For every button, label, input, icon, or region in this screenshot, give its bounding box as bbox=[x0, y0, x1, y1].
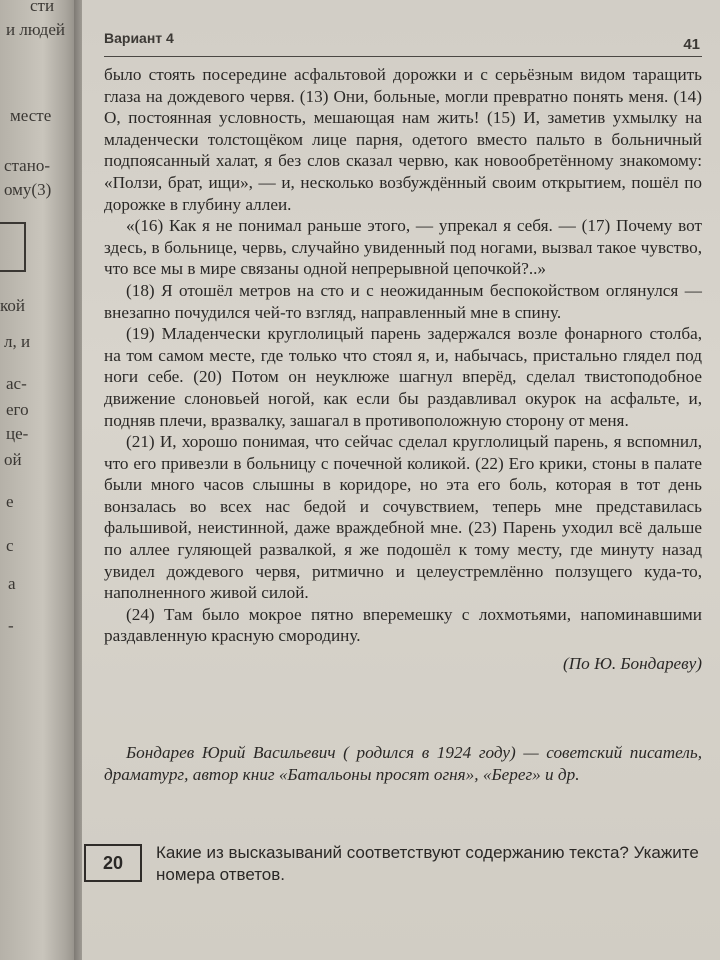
left-page-fragment: и людей bbox=[6, 20, 65, 39]
paragraph: было стоять посередине асфальтовой дорожки и с серьёзным видом таращить глаза на дождевого червя. (13) Они, больные, могли превратно понять меня. (14) О, постоянная условность, мешающая нам жить! (15) И, заметив ухмылку на младенчески толстощёком лице парня, одетого вместо пальто в больничный подпоясанный халат, я без слов сказал червю, как новообретённому знакомому: «Ползи, брат, ищи», — и, несколько возбуждённый своим открытием, пошёл по дорожке в глубину аллеи. bbox=[104, 65, 702, 214]
author-bio bbox=[104, 742, 702, 786]
left-page-box bbox=[0, 222, 26, 272]
page-header bbox=[104, 30, 702, 57]
bio-text: Бондарев Юрий Васильевич ( родился в 1924 году) — советский писатель, драматург, автор книг «Батальоны просят огня», «Берег» и др. bbox=[104, 743, 702, 784]
left-page-fragment: а bbox=[8, 574, 16, 593]
left-page-fragment: стано- bbox=[4, 156, 50, 175]
left-page-fragment: месте bbox=[10, 106, 52, 125]
left-page-edge bbox=[0, 0, 78, 960]
left-page-fragment: ас- bbox=[6, 374, 27, 393]
page-number: 41 bbox=[683, 36, 700, 53]
story-text bbox=[104, 64, 702, 675]
source-attribution: (По Ю. Бондареву) bbox=[563, 654, 702, 674]
paragraph: (18) Я отошёл метров на сто и с неожиданным беспокойством оглянулся — внезапно почудился чей-то взгляд, направленный мне в спину. bbox=[104, 280, 702, 322]
left-page-fragment: ому(3) bbox=[4, 180, 52, 199]
left-page-fragment: кой bbox=[0, 296, 25, 315]
task-question: Какие из высказываний соответствуют содержанию текста? Укажите номера ответов. bbox=[156, 843, 699, 884]
left-page-fragment: е bbox=[6, 492, 14, 511]
left-page-fragment: ой bbox=[4, 450, 22, 469]
left-page-fragment: его bbox=[6, 400, 29, 419]
paragraph: (19) Младенчески круглолицый парень задержался возле фонарного столба, на том самом месте, где только что стоял я, и, набычась, пристально глядел под ноги себе. (20) Потом он неуклюже шагнул вперёд, сделал твистоподобное движение слоновьей ногой, как если бы раздавливал окурок на асфальте, и, подняв плечи, вразвалку, зашагал в противоположную сторону от меня. bbox=[104, 324, 702, 430]
paragraph: (24) Там было мокрое пятно вперемешку с лохмотьями, напоминавшими раздавленную красную смородину. bbox=[104, 604, 702, 646]
left-page-fragment: с bbox=[6, 536, 14, 555]
right-page bbox=[82, 0, 720, 960]
task-number-box: 20 bbox=[84, 844, 142, 882]
left-page-fragment: це- bbox=[6, 424, 29, 443]
left-page-fragment: - bbox=[8, 616, 14, 635]
left-page-fragment: л, и bbox=[4, 332, 31, 351]
paragraph: «(16) Как я не понимал раньше этого, — упрекал я себя. — (17) Почему вот здесь, в больнице, червь, случайно увиденный под ногами, вызвал такое чувство, что все мы в мире связаны одной непрерывной цепочкой?..» bbox=[104, 216, 702, 279]
paragraph: (21) И, хорошо понимая, что сейчас сделал круглолицый парень, я вспомнил, что его привезли в больницу с почечной коликой. (22) Его крики, стоны в палате были много часов слышны в коридоре, но эта его боль, которая в тот день вонзалась во всех нас бедой и сочувствием, теперь мне представилась фальшивой, неистинной, даже враждебной мне. (23) Парень уходил всё дальше по аллее гуляющей развалкой, я же подошёл к тому месту, где минуту назад увидел дождевого червя, ритмично и целеустремлённо ползущего куда-то, наполненного живой силой. bbox=[104, 432, 702, 603]
variant-title: Вариант 4 bbox=[104, 30, 174, 46]
left-page-fragment: сти bbox=[30, 0, 55, 15]
